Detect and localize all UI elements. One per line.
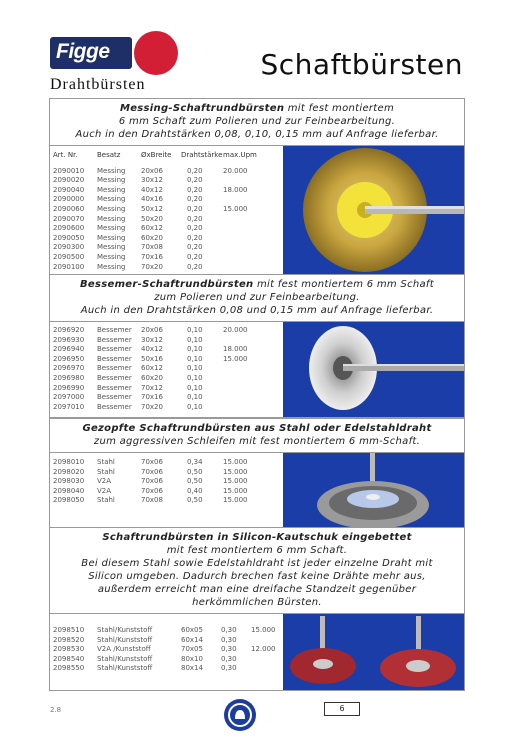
- dimension-cell: 20x06: [141, 166, 163, 175]
- table-row: [53, 253, 283, 263]
- table-row: [53, 468, 283, 478]
- section-header: [50, 528, 464, 614]
- dimension-cell: 30x12: [141, 176, 163, 185]
- drahtstaerke-cell: 0,10: [187, 345, 203, 354]
- art-nr-cell: 2097010: [53, 402, 85, 411]
- drahtstaerke-cell: 0,10: [187, 373, 203, 382]
- max-upm-cell: 12.000: [251, 645, 276, 654]
- table-row: [53, 458, 283, 468]
- twisted-brush-image: [283, 453, 464, 531]
- art-nr-cell: 2098050: [53, 496, 85, 505]
- max-upm-cell: 15.000: [223, 496, 248, 505]
- besatz-cell: Bessemer: [97, 335, 132, 344]
- drahtstaerke-cell: 0,30: [221, 645, 237, 654]
- besatz-cell: Messing: [97, 224, 126, 233]
- product-photo-gezopfte: [283, 453, 464, 531]
- art-nr-cell: 2090020: [53, 176, 85, 185]
- besatz-cell: V2A: [97, 486, 112, 495]
- product-photo-messing: [283, 146, 464, 281]
- besatz-cell: Stahl/Kunststoff: [97, 654, 153, 663]
- section-line1: mit fest montiertem: [284, 103, 395, 114]
- dimension-cell: 30x12: [141, 335, 163, 344]
- dimension-cell: 70x06: [141, 458, 163, 466]
- besatz-cell: V2A: [97, 477, 112, 486]
- dimension-cell: 50x12: [141, 204, 163, 213]
- dimension-cell: 20x06: [141, 326, 163, 334]
- besatz-cell: Messing: [97, 252, 126, 261]
- drahtstaerke-cell: 0,30: [221, 664, 237, 673]
- drahtstaerke-cell: 0,50: [187, 467, 203, 476]
- section-line2: 6 mm Schaft zum Polieren und zur Feinbearbeitung.: [118, 116, 396, 127]
- brass-brush-image: [283, 146, 464, 281]
- drahtstaerke-cell: 0,20: [187, 243, 203, 252]
- col-art-nr: Art. Nr.: [53, 151, 78, 159]
- dimension-cell: 60x12: [141, 224, 163, 233]
- table-row: [53, 215, 283, 225]
- drahtstaerke-cell: 0,20: [187, 204, 203, 213]
- table-row: [53, 243, 283, 253]
- dimension-cell: 60x20: [141, 373, 163, 382]
- besatz-cell: Stahl: [97, 458, 115, 466]
- besatz-cell: Bessemer: [97, 364, 132, 373]
- dimension-cell: 70x12: [141, 383, 163, 392]
- logo-circle: [134, 31, 178, 75]
- besatz-cell: Messing: [97, 204, 126, 213]
- section-title: Messing-Schaftrundbürsten: [119, 103, 285, 114]
- max-upm-cell: 15.000: [223, 477, 248, 486]
- drahtstaerke-cell: 0,20: [187, 185, 203, 194]
- section-line3: Bei diesem Stahl sowie Edelstahldraht ist jeder einzelne Draht mit: [81, 558, 433, 569]
- table-row: [53, 487, 283, 497]
- section-body: [50, 322, 464, 417]
- logo-text: Figge: [56, 40, 110, 63]
- drahtstaerke-cell: 0,10: [187, 326, 203, 334]
- section-line2: mit fest montiertem 6 mm Schaft.: [166, 545, 348, 556]
- drahtstaerke-cell: 0,30: [221, 626, 237, 634]
- dimension-cell: 60x14: [181, 635, 203, 644]
- drahtstaerke-cell: 0,40: [187, 486, 203, 495]
- max-upm-cell: 15.000: [251, 626, 276, 634]
- table-row: [53, 326, 283, 336]
- col-besatz: Besatz: [97, 151, 121, 159]
- besatz-cell: Messing: [97, 176, 126, 185]
- max-upm-cell: 15.000: [223, 354, 248, 363]
- table-row: [53, 403, 283, 413]
- art-nr-cell: 2098540: [53, 654, 85, 663]
- dimension-cell: 40x16: [141, 195, 163, 204]
- art-nr-cell: 2096970: [53, 364, 85, 373]
- figge-logo: [50, 31, 170, 75]
- footer-box: [324, 702, 360, 716]
- dimension-cell: 70x16: [141, 252, 163, 261]
- art-nr-cell: 2090100: [53, 262, 85, 271]
- section-line2: zum aggressiven Schleifen mit fest montiertem 6 mm-Schaft.: [93, 436, 421, 447]
- max-upm-cell: 15.000: [223, 458, 248, 466]
- section-title: Bessemer-Schaftrundbürsten: [80, 279, 254, 290]
- col-max-upm: max.Upm: [223, 151, 257, 159]
- max-upm-cell: 18.000: [223, 185, 248, 194]
- dimension-cell: 70x05: [181, 645, 203, 654]
- dimension-cell: 60x20: [141, 233, 163, 242]
- section-line3: Auch in den Drahtstärken 0,08 und 0,15 mm auf Anfrage lieferbar.: [80, 305, 434, 316]
- besatz-cell: Messing: [97, 195, 126, 204]
- art-nr-cell: 2096920: [53, 326, 85, 334]
- art-nr-cell: 2090300: [53, 243, 85, 252]
- table-row: [53, 645, 283, 655]
- drahtstaerke-cell: 0,20: [187, 224, 203, 233]
- art-nr-cell: 2090040: [53, 185, 85, 194]
- max-upm-cell: 20.000: [223, 326, 248, 334]
- besatz-cell: Bessemer: [97, 326, 132, 334]
- table-header: [53, 151, 283, 161]
- besatz-cell: Stahl/Kunststoff: [97, 635, 153, 644]
- besatz-cell: Messing: [97, 185, 126, 194]
- page-number: 2.8: [50, 706, 62, 714]
- art-nr-cell: 2090010: [53, 166, 85, 175]
- drahtstaerke-cell: 0,20: [187, 176, 203, 185]
- table-row: [53, 655, 283, 665]
- drahtstaerke-cell: 0,20: [187, 195, 203, 204]
- table-row: [53, 176, 283, 186]
- drahtstaerke-cell: 0,10: [187, 402, 203, 411]
- section-body: [50, 614, 464, 690]
- besatz-cell: Bessemer: [97, 354, 132, 363]
- safety-gloves-icon: [224, 699, 256, 731]
- dimension-cell: 70x08: [141, 243, 163, 252]
- table-row: [53, 626, 283, 636]
- table-row: [53, 167, 283, 177]
- dimension-cell: 70x20: [141, 402, 163, 411]
- drahtstaerke-cell: 0,20: [187, 214, 203, 223]
- max-upm-cell: 15.000: [223, 467, 248, 476]
- drahtstaerke-cell: 0,30: [221, 654, 237, 663]
- dimension-cell: 70x20: [141, 262, 163, 271]
- section-line5: außerdem erreicht man eine dreifache Standzeit gegenüber: [97, 584, 417, 595]
- silicon-brush-image: [283, 614, 464, 690]
- table-row: [53, 636, 283, 646]
- table-row: [53, 393, 283, 403]
- table-row: [53, 186, 283, 196]
- dimension-cell: 40x12: [141, 185, 163, 194]
- art-nr-cell: 2090000: [53, 195, 85, 204]
- drahtstaerke-cell: 0,20: [187, 233, 203, 242]
- table-row: [53, 224, 283, 234]
- product-table: [50, 453, 284, 531]
- table-row: [53, 345, 283, 355]
- section-messing: [49, 98, 465, 282]
- dimension-cell: 70x06: [141, 486, 163, 495]
- col-drahtstaerke: Drahtstärke: [181, 151, 223, 159]
- section-title: Schaftrundbürsten in Silicon-Kautschuk eingebettet: [102, 532, 412, 543]
- art-nr-cell: 2096950: [53, 354, 85, 363]
- besatz-cell: Messing: [97, 233, 126, 242]
- col-dimension: ØxBreite: [141, 151, 172, 159]
- besatz-cell: Bessemer: [97, 345, 132, 354]
- besatz-cell: Messing: [97, 166, 126, 175]
- art-nr-cell: 2098040: [53, 486, 85, 495]
- besatz-cell: Bessemer: [97, 402, 132, 411]
- max-upm-cell: 15.000: [223, 486, 248, 495]
- max-upm-cell: 15.000: [223, 204, 248, 213]
- table-row: [53, 195, 283, 205]
- dimension-cell: 70x08: [141, 496, 163, 505]
- besatz-cell: Bessemer: [97, 383, 132, 392]
- table-row: [53, 234, 283, 244]
- besatz-cell: Messing: [97, 262, 126, 271]
- besatz-cell: Messing: [97, 214, 126, 223]
- besatz-cell: Stahl/Kunststoff: [97, 626, 153, 634]
- table-row: [53, 355, 283, 365]
- dimension-cell: 60x12: [141, 364, 163, 373]
- drahtstaerke-cell: 0,50: [187, 477, 203, 486]
- dimension-cell: 70x06: [141, 467, 163, 476]
- steel-brush-image: [283, 322, 464, 417]
- besatz-cell: Stahl: [97, 467, 115, 476]
- art-nr-cell: 2090060: [53, 204, 85, 213]
- art-nr-cell: 2096930: [53, 335, 85, 344]
- section-line1: mit fest montiertem 6 mm Schaft: [253, 279, 434, 290]
- max-upm-cell: 18.000: [223, 345, 248, 354]
- product-table: [50, 322, 284, 417]
- section-bessemer: [49, 274, 465, 418]
- section-body: [50, 146, 464, 281]
- max-upm-cell: 20.000: [223, 166, 248, 175]
- drahtstaerke-cell: 0,10: [187, 393, 203, 402]
- product-table: [50, 146, 284, 281]
- section-line2: zum Polieren und zur Feinbearbeitung.: [154, 292, 360, 303]
- section-body: [50, 453, 464, 531]
- drahtstaerke-cell: 0,20: [187, 166, 203, 175]
- dimension-cell: 80x14: [181, 664, 203, 673]
- sub-brand: Drahtbürsten: [50, 76, 146, 93]
- art-nr-cell: 2090500: [53, 252, 85, 261]
- footer-box-label: 6: [339, 704, 345, 713]
- dimension-cell: 70x16: [141, 393, 163, 402]
- besatz-cell: Stahl: [97, 496, 115, 505]
- table-row: [53, 364, 283, 374]
- drahtstaerke-cell: 0,10: [187, 335, 203, 344]
- table-row: [53, 374, 283, 384]
- dimension-cell: 80x10: [181, 654, 203, 663]
- section-header: [50, 275, 464, 322]
- besatz-cell: Bessemer: [97, 393, 132, 402]
- drahtstaerke-cell: 0,20: [187, 262, 203, 271]
- table-row: [53, 477, 283, 487]
- drahtstaerke-cell: 0,20: [187, 252, 203, 261]
- dimension-cell: 40x12: [141, 345, 163, 354]
- art-nr-cell: 2098030: [53, 477, 85, 486]
- besatz-cell: V2A /Kunststoff: [97, 645, 151, 654]
- dimension-cell: 50x20: [141, 214, 163, 223]
- dimension-cell: 70x06: [141, 477, 163, 486]
- art-nr-cell: 2096990: [53, 383, 85, 392]
- besatz-cell: Messing: [97, 243, 126, 252]
- art-nr-cell: 2096940: [53, 345, 85, 354]
- table-row: [53, 336, 283, 346]
- table-row: [53, 384, 283, 394]
- table-row: [53, 263, 283, 273]
- page-title: Schaftbürsten: [260, 48, 463, 81]
- drahtstaerke-cell: 0,50: [187, 496, 203, 505]
- product-table: [50, 614, 284, 690]
- section-line3: Auch in den Drahtstärken 0,08, 0,10, 0,15 mm auf Anfrage lieferbar.: [75, 129, 439, 140]
- section-header: [50, 99, 464, 146]
- art-nr-cell: 2097000: [53, 393, 85, 402]
- section-line4: Silicon umgeben. Dadurch brechen fast keine Drähte mehr aus,: [88, 571, 426, 582]
- art-nr-cell: 2098520: [53, 635, 85, 644]
- drahtstaerke-cell: 0,10: [187, 364, 203, 373]
- art-nr-cell: 2098530: [53, 645, 85, 654]
- besatz-cell: Bessemer: [97, 373, 132, 382]
- section-header: [50, 419, 464, 453]
- section-line6: herkömmlichen Bürsten.: [192, 597, 322, 608]
- drahtstaerke-cell: 0,10: [187, 383, 203, 392]
- drahtstaerke-cell: 0,34: [187, 458, 203, 466]
- product-photo-bessemer: [283, 322, 464, 417]
- dimension-cell: 50x16: [141, 354, 163, 363]
- art-nr-cell: 2098510: [53, 626, 85, 634]
- section-title: Gezopfte Schaftrundbürsten aus Stahl oder Edelstahldraht: [82, 423, 432, 434]
- dimension-cell: 60x05: [181, 626, 203, 634]
- art-nr-cell: 2090070: [53, 214, 85, 223]
- besatz-cell: Stahl/Kunststoff: [97, 664, 153, 673]
- drahtstaerke-cell: 0,30: [221, 635, 237, 644]
- section-gezopfte: [49, 418, 465, 532]
- art-nr-cell: 2090050: [53, 233, 85, 242]
- section-silicon: [49, 527, 465, 691]
- product-photo-silicon: [283, 614, 464, 690]
- table-row: [53, 205, 283, 215]
- table-row: [53, 496, 283, 506]
- art-nr-cell: 2098550: [53, 664, 85, 673]
- art-nr-cell: 2090600: [53, 224, 85, 233]
- art-nr-cell: 2096980: [53, 373, 85, 382]
- table-row: [53, 664, 283, 674]
- art-nr-cell: 2098010: [53, 458, 85, 466]
- drahtstaerke-cell: 0,10: [187, 354, 203, 363]
- art-nr-cell: 2098020: [53, 467, 85, 476]
